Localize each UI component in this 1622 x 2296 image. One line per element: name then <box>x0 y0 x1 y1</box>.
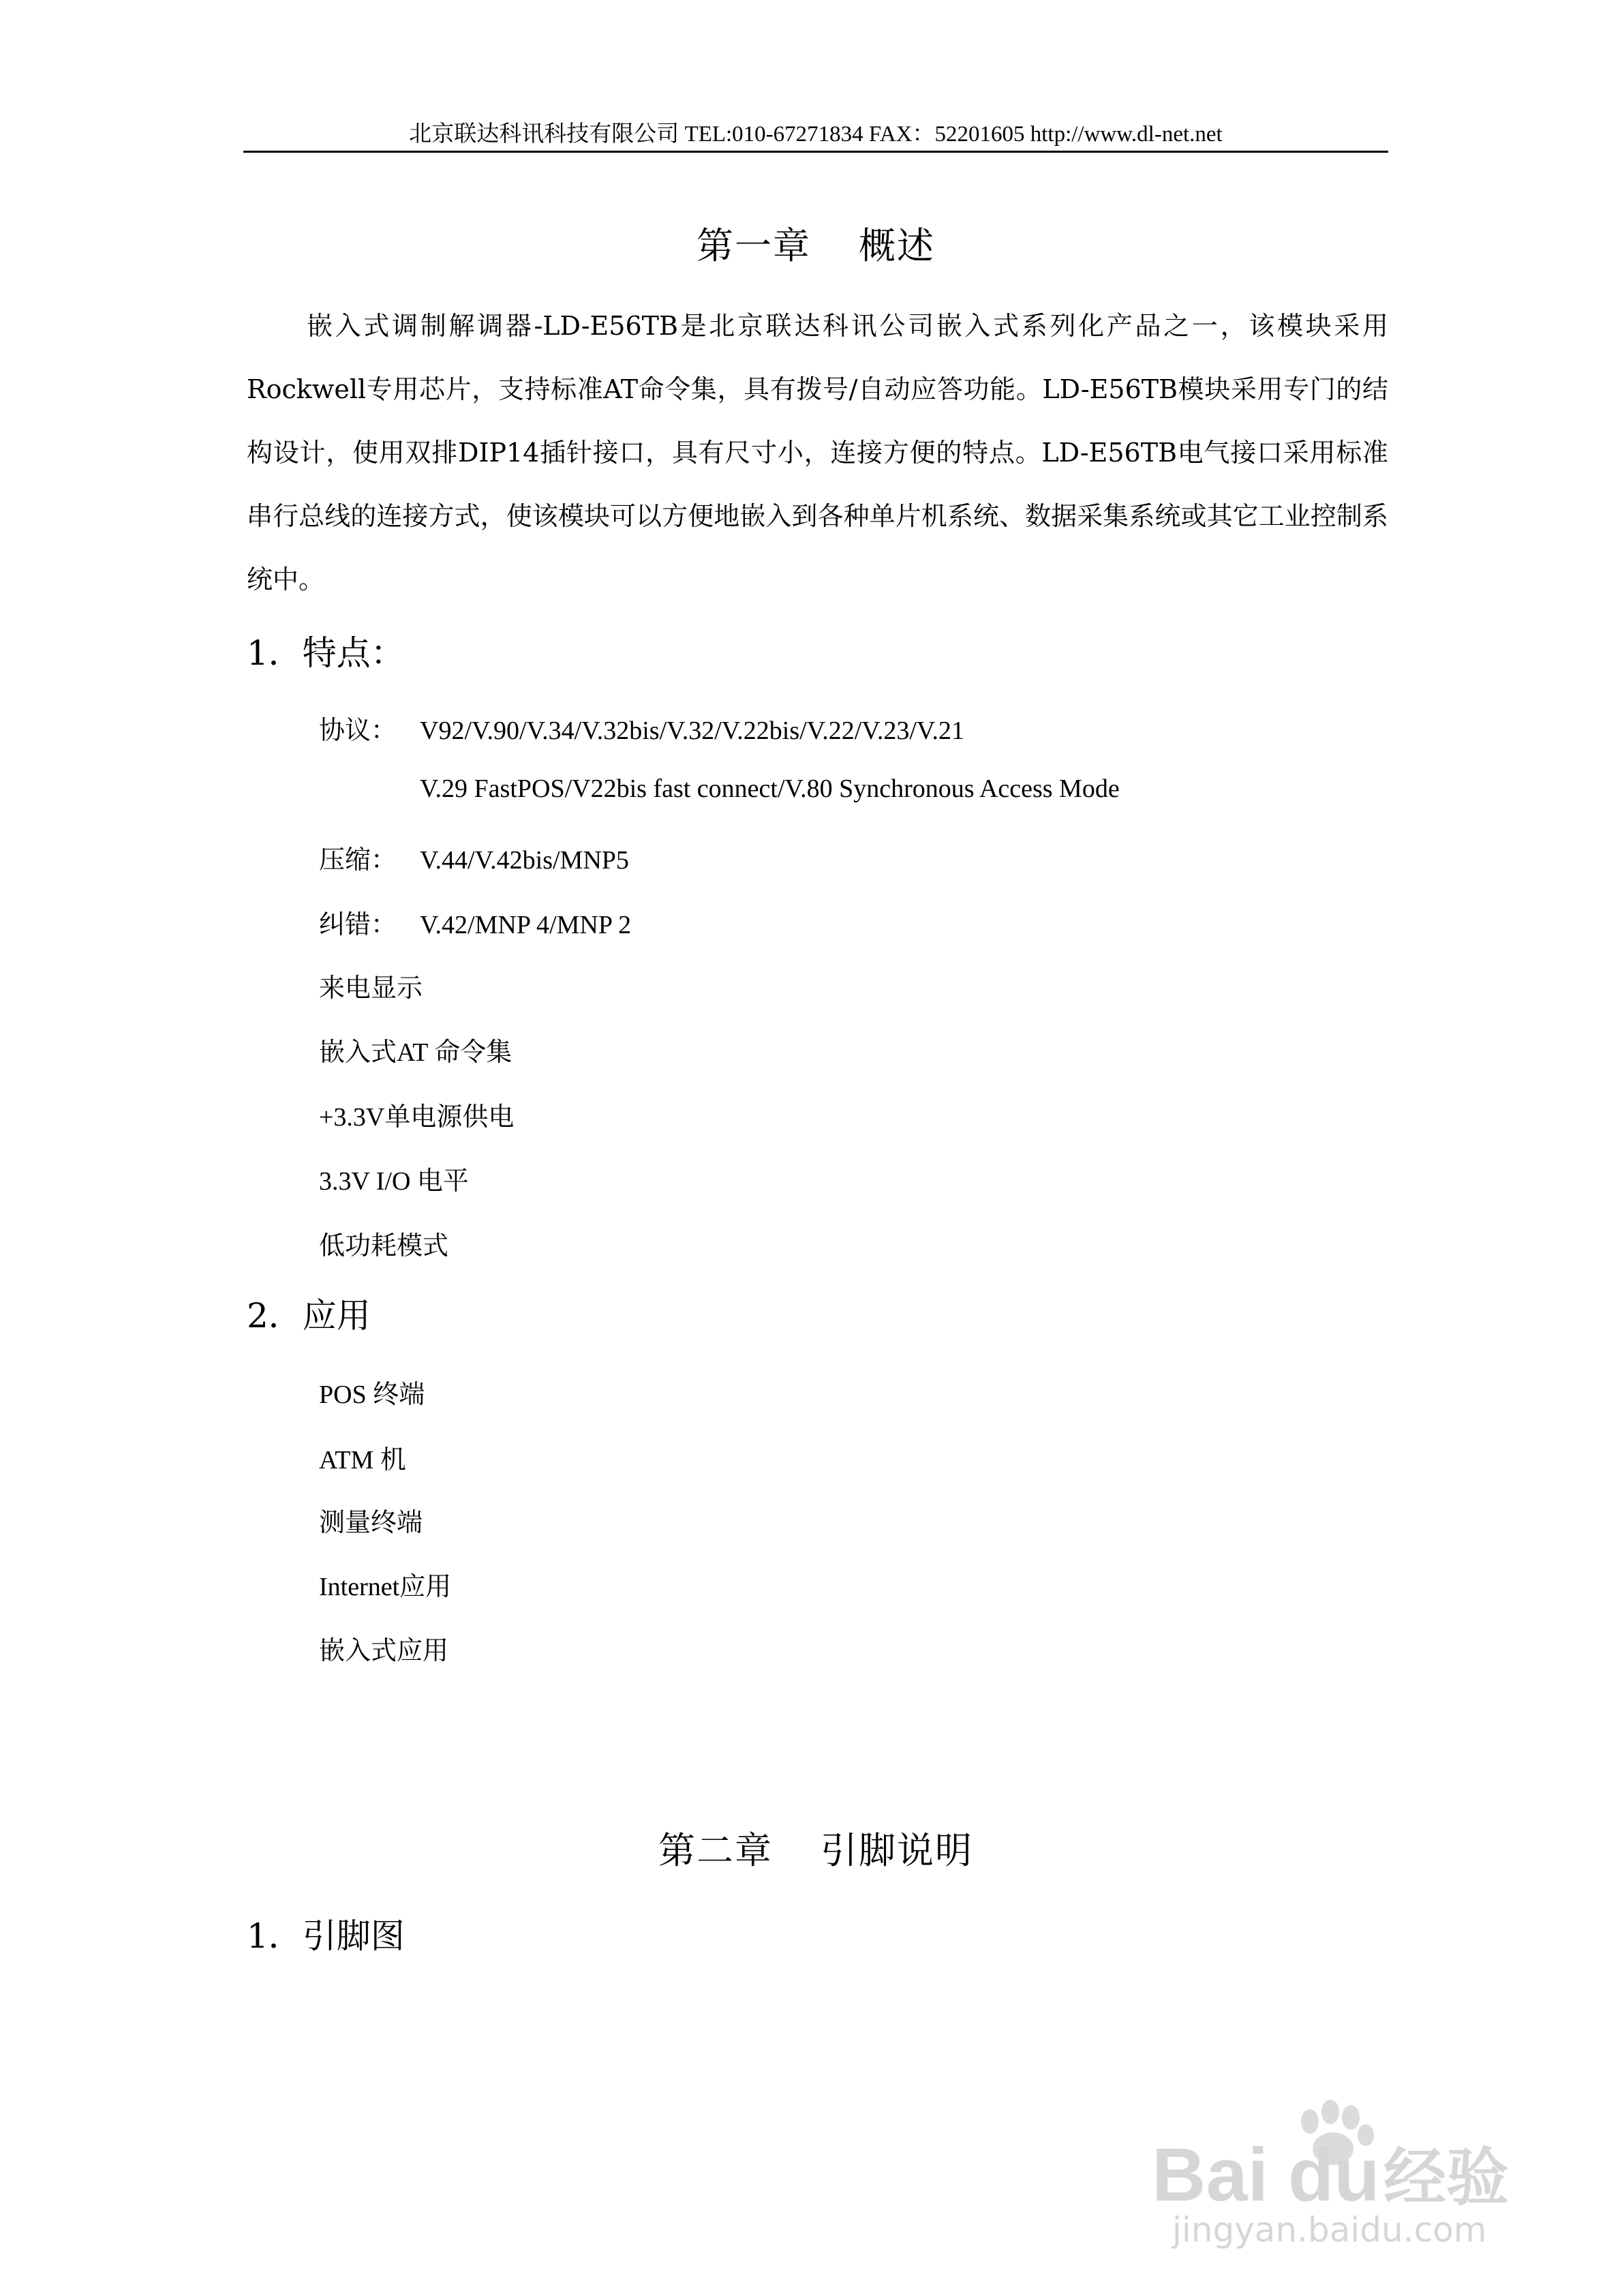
error-label: 纠错： <box>319 909 397 939</box>
pin-diagram-heading: 1．引脚图 <box>247 1916 405 1956</box>
features-heading: 1．特点： <box>247 633 405 673</box>
header-rule <box>243 151 1388 153</box>
compress-label: 压缩： <box>319 845 397 875</box>
app-item: ATM 机 <box>319 1446 406 1475</box>
feature-item: 嵌入式AT 命令集 <box>319 1038 512 1067</box>
page-header: 北京联达科讯科技有限公司 TEL:010-67271834 FAX：52201605 http://www.dl-net.net <box>409 122 1223 147</box>
baidu-jingyan-watermark <box>1152 2086 1533 2250</box>
chapter-2-title <box>243 1822 1388 1874</box>
protocol-value-1: V92/V.90/V.34/V.32bis/V.32/V.22bis/V.22/V.23/V.21 <box>420 716 964 745</box>
app-item: 嵌入式应用 <box>319 1637 449 1665</box>
protocol-row <box>319 709 964 746</box>
app-item: POS 终端 <box>319 1380 425 1409</box>
brand-text-cn: 经验 <box>1383 2141 1510 2214</box>
brand-text-2: du <box>1288 2133 1380 2217</box>
feature-item: 低功耗模式 <box>319 1232 449 1260</box>
watermark-url: jingyan.baidu.com <box>1172 2210 1487 2250</box>
brand-text-1: Bai <box>1152 2133 1269 2217</box>
chapter-2-number: 第二章 <box>658 1829 773 1872</box>
compress-row <box>319 839 629 876</box>
error-value: V.42/MNP 4/MNP 2 <box>420 911 632 939</box>
error-row <box>319 903 631 941</box>
chapter-1-name: 概述 <box>859 224 935 267</box>
feature-item: 3.3V I/O 电平 <box>319 1167 469 1196</box>
feature-item: +3.3V单电源供电 <box>319 1103 515 1132</box>
app-item: Internet应用 <box>319 1573 452 1601</box>
feature-item: 来电显示 <box>319 974 423 1003</box>
intro-paragraph: 嵌入式调制解调器-LD-E56TB是北京联达科讯公司嵌入式系列化产品之一，该模块采用Rockwell专用芯片，支持标准AT命令集，具有拨号/自动应答功能。LD-E56TB模块采用专门的结构设计，使用双排DIP14插针接口，具有尺寸小，连接方便的特点。LD-E56TB电气接口采用标准串行总线的连接方式，使该模块可以方便地嵌入到各种单片机系统、数据采集系统或其它工业控制系统中。 <box>247 311 1388 594</box>
protocol-label: 协议： <box>319 715 397 745</box>
apps-heading: 2．应用 <box>247 1296 371 1335</box>
compress-value: V.44/V.42bis/MNP5 <box>420 846 629 875</box>
protocol-value-2: V.29 FastPOS/V22bis fast connect/V.80 Synchronous Access Mode <box>420 774 1120 803</box>
chapter-1-number: 第一章 <box>697 224 811 267</box>
chapter-1-title <box>243 217 1388 269</box>
chapter-2-name: 引脚说明 <box>821 1829 973 1872</box>
app-item: 测量终端 <box>319 1509 423 1537</box>
